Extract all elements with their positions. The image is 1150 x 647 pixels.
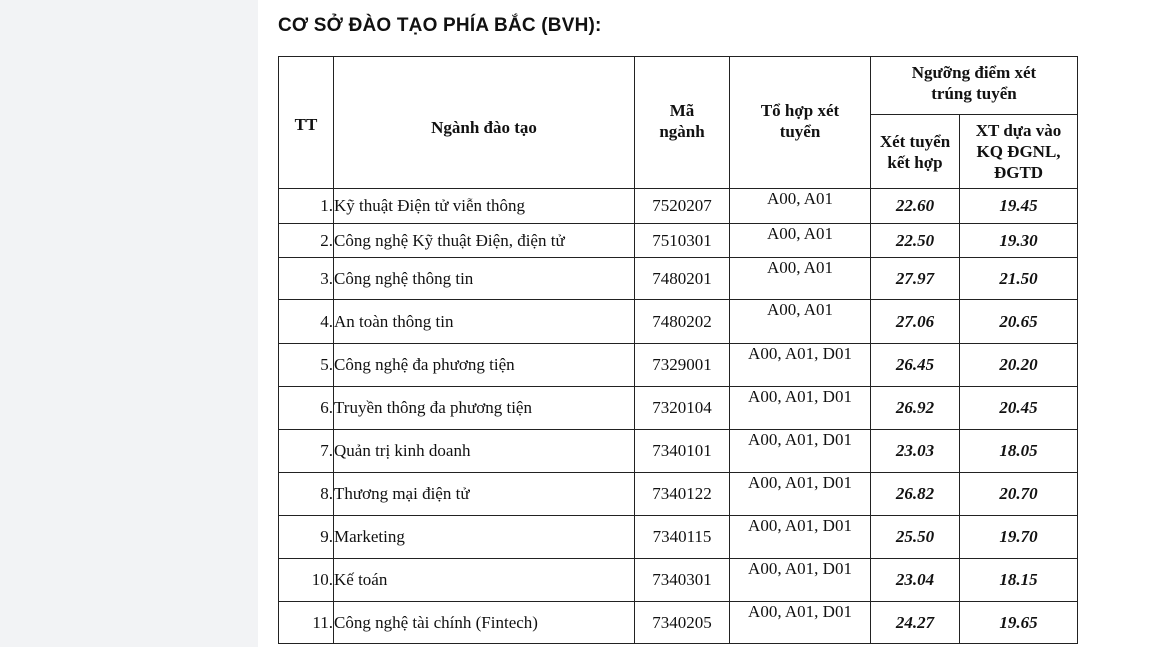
cell-tt: 3.: [279, 258, 334, 300]
table-row: [279, 189, 1078, 224]
cell-tt: 10.: [279, 559, 334, 602]
cell-combination: A00, A01: [730, 300, 871, 344]
cell-dgnl: 19.65: [960, 602, 1078, 644]
cell-combination: A00, A01: [730, 258, 871, 300]
cell-combination: A00, A01, D01: [730, 473, 871, 516]
table-row: [279, 300, 1078, 344]
header-major: Ngành đào tạo: [334, 57, 635, 189]
cell-major: Kỹ thuật Điện tử viễn thông: [334, 189, 635, 224]
admission-score-table: [278, 56, 1078, 644]
cell-dgnl: 20.65: [960, 300, 1078, 344]
table-row: [279, 387, 1078, 430]
cell-combined: 26.82: [871, 473, 960, 516]
table-row: [279, 224, 1078, 258]
cell-dgnl: 18.15: [960, 559, 1078, 602]
cell-dgnl: 20.45: [960, 387, 1078, 430]
cell-combined: 25.50: [871, 516, 960, 559]
cell-combined: 24.27: [871, 602, 960, 644]
table-row: [279, 516, 1078, 559]
cell-code: 7480202: [635, 300, 730, 344]
cell-combination: A00, A01, D01: [730, 516, 871, 559]
cell-code: 7340301: [635, 559, 730, 602]
cell-combined: 27.97: [871, 258, 960, 300]
cell-tt: 9.: [279, 516, 334, 559]
header-dgnl: XT dựa vào KQ ĐGNL, ĐGTD: [960, 115, 1078, 189]
cell-code: 7340122: [635, 473, 730, 516]
cell-code: 7480201: [635, 258, 730, 300]
table-row: [279, 344, 1078, 387]
cell-tt: 7.: [279, 430, 334, 473]
cell-combined: 23.04: [871, 559, 960, 602]
header-combination: Tổ hợp xét tuyển: [730, 57, 871, 189]
cell-combined: 27.06: [871, 300, 960, 344]
cell-tt: 8.: [279, 473, 334, 516]
cell-combination: A00, A01, D01: [730, 387, 871, 430]
cell-code: 7510301: [635, 224, 730, 258]
table-row: [279, 602, 1078, 644]
cell-combination: A00, A01, D01: [730, 344, 871, 387]
table-row: [279, 473, 1078, 516]
cell-tt: 6.: [279, 387, 334, 430]
header-code: Mã ngành: [635, 57, 730, 189]
cell-code: 7340205: [635, 602, 730, 644]
cell-combined: 26.45: [871, 344, 960, 387]
cell-code: 7329001: [635, 344, 730, 387]
cell-major: Thương mại điện tử: [334, 473, 635, 516]
page-heading: CƠ SỞ ĐÀO TẠO PHÍA BẮC (BVH):: [278, 15, 602, 36]
cell-dgnl: 20.70: [960, 473, 1078, 516]
cell-major: Truyền thông đa phương tiện: [334, 387, 635, 430]
cell-tt: 2.: [279, 224, 334, 258]
cell-major: Công nghệ thông tin: [334, 258, 635, 300]
header-threshold: Ngưỡng điểm xét trúng tuyển: [871, 57, 1078, 115]
header-combined: Xét tuyển kết hợp: [871, 115, 960, 189]
cell-major: Công nghệ Kỹ thuật Điện, điện tử: [334, 224, 635, 258]
cell-dgnl: 21.50: [960, 258, 1078, 300]
cell-major: Quản trị kinh doanh: [334, 430, 635, 473]
cell-major: An toàn thông tin: [334, 300, 635, 344]
cell-major: Marketing: [334, 516, 635, 559]
cell-major: Công nghệ tài chính (Fintech): [334, 602, 635, 644]
document-page: [258, 0, 1150, 647]
left-gutter: [0, 0, 258, 647]
cell-combination: A00, A01: [730, 189, 871, 224]
cell-major: Công nghệ đa phương tiện: [334, 344, 635, 387]
cell-combination: A00, A01: [730, 224, 871, 258]
cell-combination: A00, A01, D01: [730, 430, 871, 473]
cell-dgnl: 19.45: [960, 189, 1078, 224]
cell-tt: 11.: [279, 602, 334, 644]
cell-dgnl: 19.70: [960, 516, 1078, 559]
cell-combination: A00, A01, D01: [730, 559, 871, 602]
cell-combination: A00, A01, D01: [730, 602, 871, 644]
cell-code: 7340115: [635, 516, 730, 559]
cell-code: 7520207: [635, 189, 730, 224]
cell-combined: 23.03: [871, 430, 960, 473]
table-row: [279, 430, 1078, 473]
cell-dgnl: 19.30: [960, 224, 1078, 258]
table-row: [279, 559, 1078, 602]
table-row: [279, 258, 1078, 300]
cell-tt: 1.: [279, 189, 334, 224]
cell-dgnl: 18.05: [960, 430, 1078, 473]
cell-dgnl: 20.20: [960, 344, 1078, 387]
cell-code: 7340101: [635, 430, 730, 473]
cell-code: 7320104: [635, 387, 730, 430]
cell-tt: 4.: [279, 300, 334, 344]
cell-major: Kế toán: [334, 559, 635, 602]
cell-combined: 22.50: [871, 224, 960, 258]
cell-combined: 22.60: [871, 189, 960, 224]
cell-tt: 5.: [279, 344, 334, 387]
cell-combined: 26.92: [871, 387, 960, 430]
header-tt: TT: [279, 57, 334, 189]
